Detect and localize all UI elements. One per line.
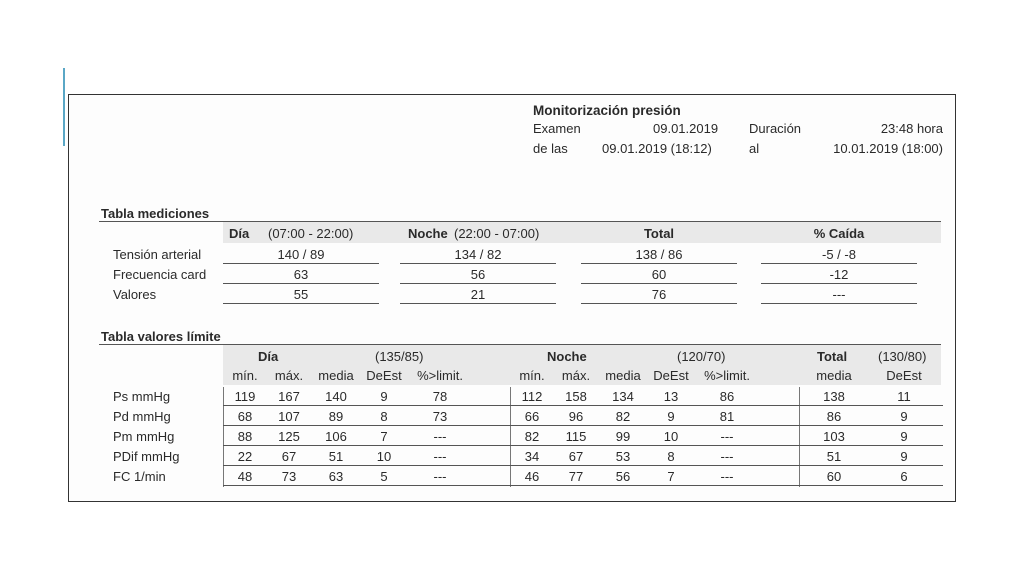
exam-label: Examen — [533, 121, 581, 136]
limite-cell: 77 — [568, 469, 584, 484]
limite-noche-label: Noche — [547, 349, 587, 364]
subheader-deest: DeEst — [366, 368, 402, 383]
subheader-min: mín. — [232, 368, 258, 383]
report-title: Monitorización presión — [533, 103, 681, 118]
limite-cell: 115 — [565, 429, 587, 444]
mediciones-cell: --- — [832, 287, 846, 302]
limite-cell: 73 — [281, 469, 297, 484]
limite-cell: 13 — [663, 389, 679, 404]
cell-underline — [581, 303, 737, 304]
subheader-min: mín. — [519, 368, 545, 383]
limite-cell: 63 — [328, 469, 344, 484]
subheader-pct: %>limit. — [704, 368, 750, 383]
subheader-max: máx. — [561, 368, 591, 383]
limite-cell: 86 — [826, 409, 842, 424]
limite-cell: --- — [433, 469, 447, 484]
mediciones-row-label: Valores — [113, 287, 157, 302]
limite-cell: 51 — [328, 449, 344, 464]
limite-cell: 78 — [432, 389, 448, 404]
duration-value: 23:48 hora — [880, 121, 943, 136]
limite-cell: 9 — [900, 409, 908, 424]
limite-cell: 10 — [376, 449, 392, 464]
row-underline — [223, 465, 943, 466]
mediciones-noche-range: (22:00 - 07:00) — [454, 226, 540, 241]
limite-cell: 46 — [524, 469, 540, 484]
limite-total-limit: (130/80) — [878, 349, 927, 364]
report-header — [533, 103, 943, 161]
limite-cell: 119 — [234, 389, 256, 404]
mediciones-cell: 140 / 89 — [277, 247, 325, 262]
limite-cell: 89 — [328, 409, 344, 424]
limite-cell: 81 — [719, 409, 735, 424]
limite-cell: 112 — [521, 389, 543, 404]
to-label: al — [749, 141, 760, 156]
limite-cell: 167 — [278, 389, 300, 404]
mediciones-title: Tabla mediciones — [101, 206, 210, 221]
limite-cell: 99 — [615, 429, 631, 444]
limite-cell: 138 — [823, 389, 845, 404]
limite-cell: --- — [433, 449, 447, 464]
limite-cell: 68 — [237, 409, 253, 424]
to-value: 10.01.2019 (18:00) — [833, 141, 943, 156]
limite-cell: 7 — [667, 469, 675, 484]
limite-cell: 86 — [719, 389, 735, 404]
limite-cell: 73 — [432, 409, 448, 424]
limite-row-label: Ps mmHg — [113, 389, 171, 404]
cell-underline — [761, 263, 917, 264]
cell-underline — [400, 283, 556, 284]
limite-cell: 6 — [900, 469, 908, 484]
limite-dia-limit: (135/85) — [375, 349, 424, 364]
mediciones-dia-label: Día — [229, 226, 250, 241]
limite-cell: 5 — [380, 469, 388, 484]
limite-cell: 48 — [237, 469, 253, 484]
slide-accent-line — [63, 68, 65, 146]
limite-cell: --- — [720, 429, 734, 444]
limite-cell: 9 — [380, 389, 388, 404]
from-value: 09.01.2019 (18:12) — [602, 141, 712, 156]
mediciones-cell: 138 / 86 — [635, 247, 683, 262]
limite-cell: --- — [720, 469, 734, 484]
cell-underline — [581, 283, 737, 284]
limite-dia-label: Día — [258, 349, 279, 364]
limite-row-label: Pm mmHg — [113, 429, 175, 444]
row-underline — [223, 485, 943, 486]
limite-title: Tabla valores límite — [101, 329, 221, 344]
limite-cell: 140 — [325, 389, 347, 404]
limite-cell: 10 — [663, 429, 679, 444]
mediciones-caida-label: % Caída — [813, 226, 865, 241]
mediciones-cell: 21 — [470, 287, 486, 302]
limite-cell: 125 — [278, 429, 300, 444]
limite-cell: 11 — [897, 389, 911, 404]
from-label: de las — [533, 141, 568, 156]
subheader-deest: DeEst — [653, 368, 689, 383]
subheader-max: máx. — [274, 368, 304, 383]
limite-cell: 103 — [823, 429, 845, 444]
cell-underline — [761, 283, 917, 284]
limite-cell: 82 — [524, 429, 540, 444]
limite-cell: 56 — [615, 469, 631, 484]
limite-cell: 9 — [900, 429, 908, 444]
limite-cell: 53 — [615, 449, 631, 464]
limite-cell: 51 — [826, 449, 842, 464]
limite-cell: 60 — [826, 469, 842, 484]
limite-cell: 9 — [900, 449, 908, 464]
limite-row-label: Pd mmHg — [113, 409, 171, 424]
mediciones-total-label: Total — [643, 226, 675, 241]
limite-cell: 106 — [325, 429, 347, 444]
mediciones-row-label: Tensión arterial — [113, 247, 202, 262]
limite-cell: --- — [433, 429, 447, 444]
limite-row-label: FC 1/min — [113, 469, 166, 484]
limite-cell: 67 — [568, 449, 584, 464]
cell-underline — [223, 283, 379, 284]
subheader-media: media — [605, 368, 641, 383]
limite-cell: 107 — [278, 409, 300, 424]
limite-cell: 158 — [565, 389, 587, 404]
limite-cell: 7 — [380, 429, 388, 444]
mediciones-cell: 76 — [651, 287, 667, 302]
limite-cell: 34 — [524, 449, 540, 464]
duration-label: Duración — [749, 121, 802, 136]
mediciones-cell: 63 — [293, 267, 309, 282]
cell-underline — [223, 303, 379, 304]
subheader-pct: %>limit. — [417, 368, 463, 383]
limite-cell: 8 — [380, 409, 388, 424]
subheader-media: media — [816, 368, 852, 383]
limite-cell: 8 — [667, 449, 675, 464]
cell-underline — [223, 263, 379, 264]
mediciones-cell: -12 — [829, 267, 849, 282]
limite-cell: 66 — [524, 409, 540, 424]
row-underline — [223, 405, 943, 406]
mediciones-cell: 60 — [651, 267, 667, 282]
limite-cell: 22 — [237, 449, 253, 464]
mediciones-cell: -5 / -8 — [822, 247, 856, 262]
mediciones-cell: 56 — [470, 267, 486, 282]
subheader-media: media — [318, 368, 354, 383]
mediciones-dia-range: (07:00 - 22:00) — [268, 226, 354, 241]
limite-noche-limit: (120/70) — [677, 349, 726, 364]
limite-row-label: PDif mmHg — [113, 449, 180, 464]
mediciones-noche-label: Noche — [408, 226, 448, 241]
limite-total-label: Total — [817, 349, 848, 364]
row-underline — [223, 445, 943, 446]
limite-cell: 9 — [667, 409, 675, 424]
limite-cell: --- — [720, 449, 734, 464]
exam-row — [533, 121, 943, 141]
period-row — [533, 141, 943, 161]
cell-underline — [400, 263, 556, 264]
subheader-deest: DeEst — [886, 368, 922, 383]
row-underline — [223, 425, 943, 426]
exam-date: 09.01.2019 — [653, 121, 719, 136]
mediciones-cell: 55 — [293, 287, 309, 302]
mediciones-cell: 134 / 82 — [454, 247, 502, 262]
cell-underline — [400, 303, 556, 304]
mediciones-row-label: Frecuencia card — [113, 267, 207, 282]
cell-underline — [581, 263, 737, 264]
limite-cell: 134 — [612, 389, 634, 404]
limite-cell: 88 — [237, 429, 253, 444]
report-document — [68, 94, 956, 502]
limite-cell: 67 — [281, 449, 297, 464]
cell-underline — [761, 303, 917, 304]
limite-cell: 82 — [615, 409, 631, 424]
limite-cell: 96 — [568, 409, 584, 424]
